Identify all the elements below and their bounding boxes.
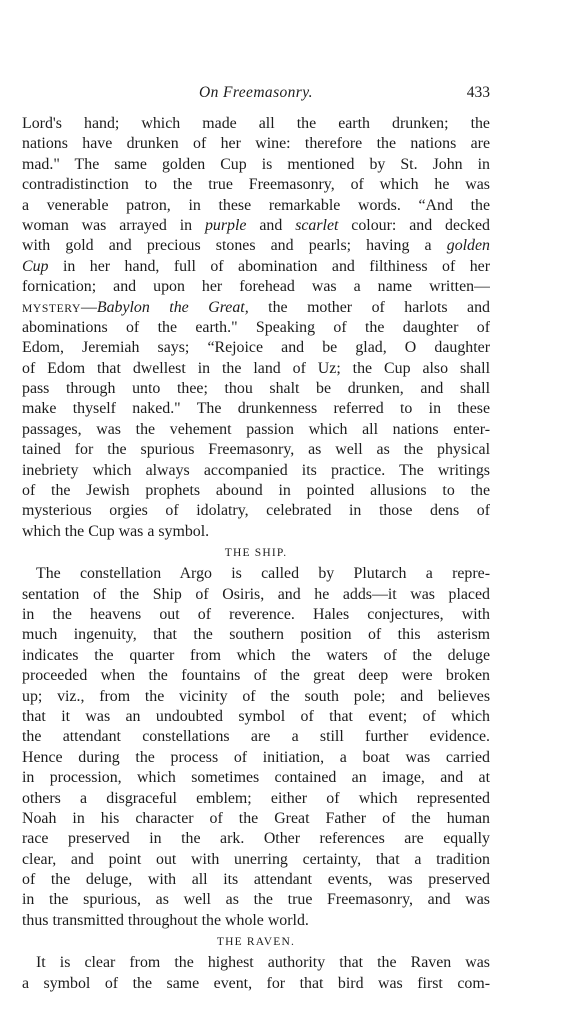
text-line: abominations of the earth." Speaking of the daughter of bbox=[22, 318, 490, 336]
text-line: sentation of the Ship of Osiris, and he adds—it was placed bbox=[22, 585, 490, 603]
text-line: pass through unto thee; thou shalt be drunken, and shall bbox=[22, 380, 490, 398]
paragraph-cup bbox=[22, 114, 490, 542]
emphasis-golden: golden bbox=[446, 237, 490, 255]
text-line: race preserved in the ark. Other references are equally bbox=[22, 830, 490, 848]
small-caps-mystery: MYSTERY bbox=[22, 301, 81, 315]
text-line bbox=[22, 216, 490, 236]
emphasis-cup: Cup bbox=[22, 257, 49, 275]
text-line: a symbol of the same event, for that bird was first com- bbox=[22, 974, 490, 992]
text-run: in her hand, full of abomination and filthiness of her bbox=[48, 257, 490, 275]
text-line: Lord's hand; which made all the earth drunken; the bbox=[22, 115, 490, 132]
text-run: colour: and decked bbox=[338, 216, 490, 234]
text-run: the mother of harlots and bbox=[248, 298, 490, 316]
text-line bbox=[22, 257, 490, 277]
page-number: 433 bbox=[466, 84, 490, 101]
text-line: indicates the quarter from which the waters of the deluge bbox=[22, 646, 490, 664]
text-line: up; viz., from the vicinity of the south pole; and believes bbox=[22, 687, 490, 705]
text-line: It is clear from the highest authority that the Raven was bbox=[36, 954, 490, 972]
text-run: — bbox=[80, 298, 97, 316]
text-run: woman was arrayed in bbox=[22, 216, 205, 234]
text-line: thus transmitted throughout the whole world. bbox=[22, 911, 309, 929]
text-line: fornication; and upon her forehead was a name written— bbox=[22, 278, 490, 296]
running-title: On Freemasonry. bbox=[199, 84, 313, 101]
emphasis-babylon: Babylon the Great, bbox=[96, 298, 249, 316]
text-line: inebriety which always accompanied its practice. The writings bbox=[22, 461, 490, 479]
running-head bbox=[22, 84, 490, 104]
text-line: The constellation Argo is called by Plutarch a repre- bbox=[36, 565, 490, 583]
text-line: clear, and point out with unerring certainty, that a tradition bbox=[22, 850, 490, 868]
text-line: proceeded when the fountains of the great deep were broken bbox=[22, 667, 490, 685]
emphasis-purple: purple bbox=[204, 216, 247, 234]
text-run: with gold and precious stones and pearls; having a bbox=[22, 237, 447, 255]
emphasis-scarlet: scarlet bbox=[295, 216, 339, 234]
text-line: nations have drunken of her wine: therefore the nations are bbox=[22, 135, 490, 153]
body-text bbox=[22, 114, 490, 994]
text-line: that it was an undoubted symbol of that event; of which bbox=[22, 707, 490, 725]
text-line: of the Jewish prophets abound in pointed allusions to the bbox=[22, 482, 490, 500]
text-line bbox=[22, 298, 490, 318]
paragraph-raven bbox=[22, 953, 490, 994]
text-line: Noah in his character of the Great Father of the human bbox=[22, 809, 490, 827]
text-line: in the spurious, as well as the true Freemasonry, and was bbox=[22, 891, 490, 909]
text-line: Hence during the process of initiation, a boat was carried bbox=[22, 748, 490, 766]
text-run: and bbox=[246, 216, 296, 234]
text-line: others a disgraceful emblem; either of which represented bbox=[22, 789, 490, 807]
text-line: mysterious orgies of idolatry, celebrated in those dens of bbox=[22, 502, 490, 520]
text-line: which the Cup was a symbol. bbox=[22, 522, 210, 540]
paragraph-ship bbox=[22, 564, 490, 931]
text-line: the attendant constellations are a still further evidence. bbox=[22, 728, 490, 746]
text-line: make thyself naked." The drunkenness referred to in these bbox=[22, 400, 490, 418]
text-line: a venerable patron, in these remarkable words. “And the bbox=[22, 196, 490, 214]
section-heading-raven: THE RAVEN. bbox=[216, 936, 296, 949]
text-line: in the heavens out of reverence. Hales conjectures, with bbox=[22, 605, 490, 623]
text-line bbox=[22, 236, 490, 256]
text-line: Edom, Jeremiah says; “Rejoice and be glad, O daughter bbox=[22, 339, 490, 357]
text-line: tained for the spurious Freemasonry, as well as the physical bbox=[22, 441, 490, 459]
text-line: contradistinction to the true Freemasonry, of which he was bbox=[22, 176, 490, 194]
text-line: of the deluge, with all its attendant events, was preserved bbox=[22, 871, 490, 889]
section-heading-ship: THE SHIP. bbox=[224, 547, 288, 560]
text-line: in procession, which sometimes contained an image, and at bbox=[22, 769, 490, 787]
text-line: of Edom that dwellest in the land of Uz; the Cup also shall bbox=[22, 359, 490, 377]
text-line: much ingenuity, that the southern position of this asterism bbox=[22, 626, 490, 644]
text-line: passages, was the vehement passion which all nations enter- bbox=[22, 420, 490, 438]
text-line: mad." The same golden Cup is mentioned by St. John in bbox=[22, 155, 490, 173]
